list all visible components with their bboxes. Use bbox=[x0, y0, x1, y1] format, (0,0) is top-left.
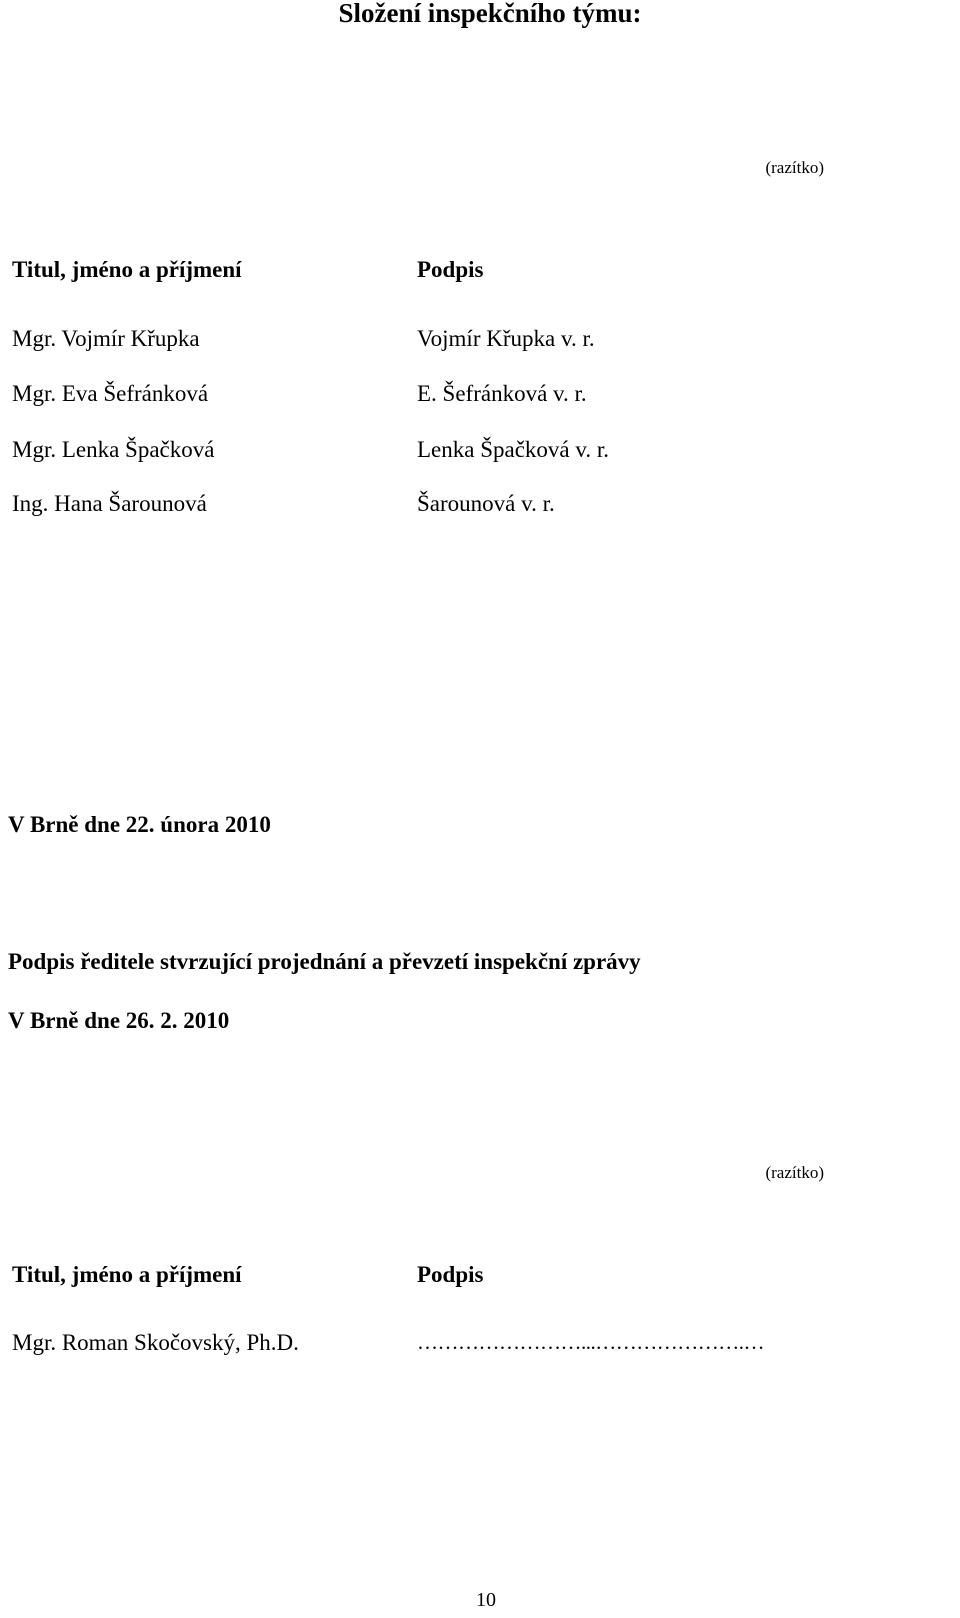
member-name: Mgr. Lenka Špačková bbox=[12, 437, 215, 462]
member-signature: Vojmír Křupka v. r. bbox=[417, 326, 595, 351]
name-column-header: Titul, jméno a příjmení bbox=[12, 1262, 242, 1287]
page-title: Složení inspekčního týmu: bbox=[338, 0, 642, 28]
name-column-header: Titul, jméno a příjmení bbox=[12, 257, 242, 282]
stamp-placeholder: (razítko) bbox=[765, 158, 824, 177]
place-date-1: V Brně dne 22. února 2010 bbox=[8, 812, 271, 837]
director-name: Mgr. Roman Skočovský, Ph.D. bbox=[12, 1330, 299, 1355]
member-signature: Lenka Špačková v. r. bbox=[417, 437, 610, 462]
director-statement: Podpis ředitele stvrzující projednání a převzetí inspekční zprávy bbox=[8, 949, 641, 974]
stamp-placeholder: (razítko) bbox=[765, 1163, 824, 1182]
director-signature-line: ……………………...………………….… bbox=[417, 1330, 764, 1354]
page-number: 10 bbox=[476, 1589, 496, 1611]
member-signature: E. Šefránková v. r. bbox=[417, 381, 587, 406]
member-signature: Šarounová v. r. bbox=[417, 491, 555, 516]
signature-column-header: Podpis bbox=[417, 1262, 484, 1287]
place-date-2: V Brně dne 26. 2. 2010 bbox=[8, 1008, 230, 1033]
member-name: Mgr. Eva Šefránková bbox=[12, 381, 209, 406]
member-name: Mgr. Vojmír Křupka bbox=[12, 326, 200, 351]
signature-column-header: Podpis bbox=[417, 257, 484, 282]
member-name: Ing. Hana Šarounová bbox=[12, 491, 207, 516]
